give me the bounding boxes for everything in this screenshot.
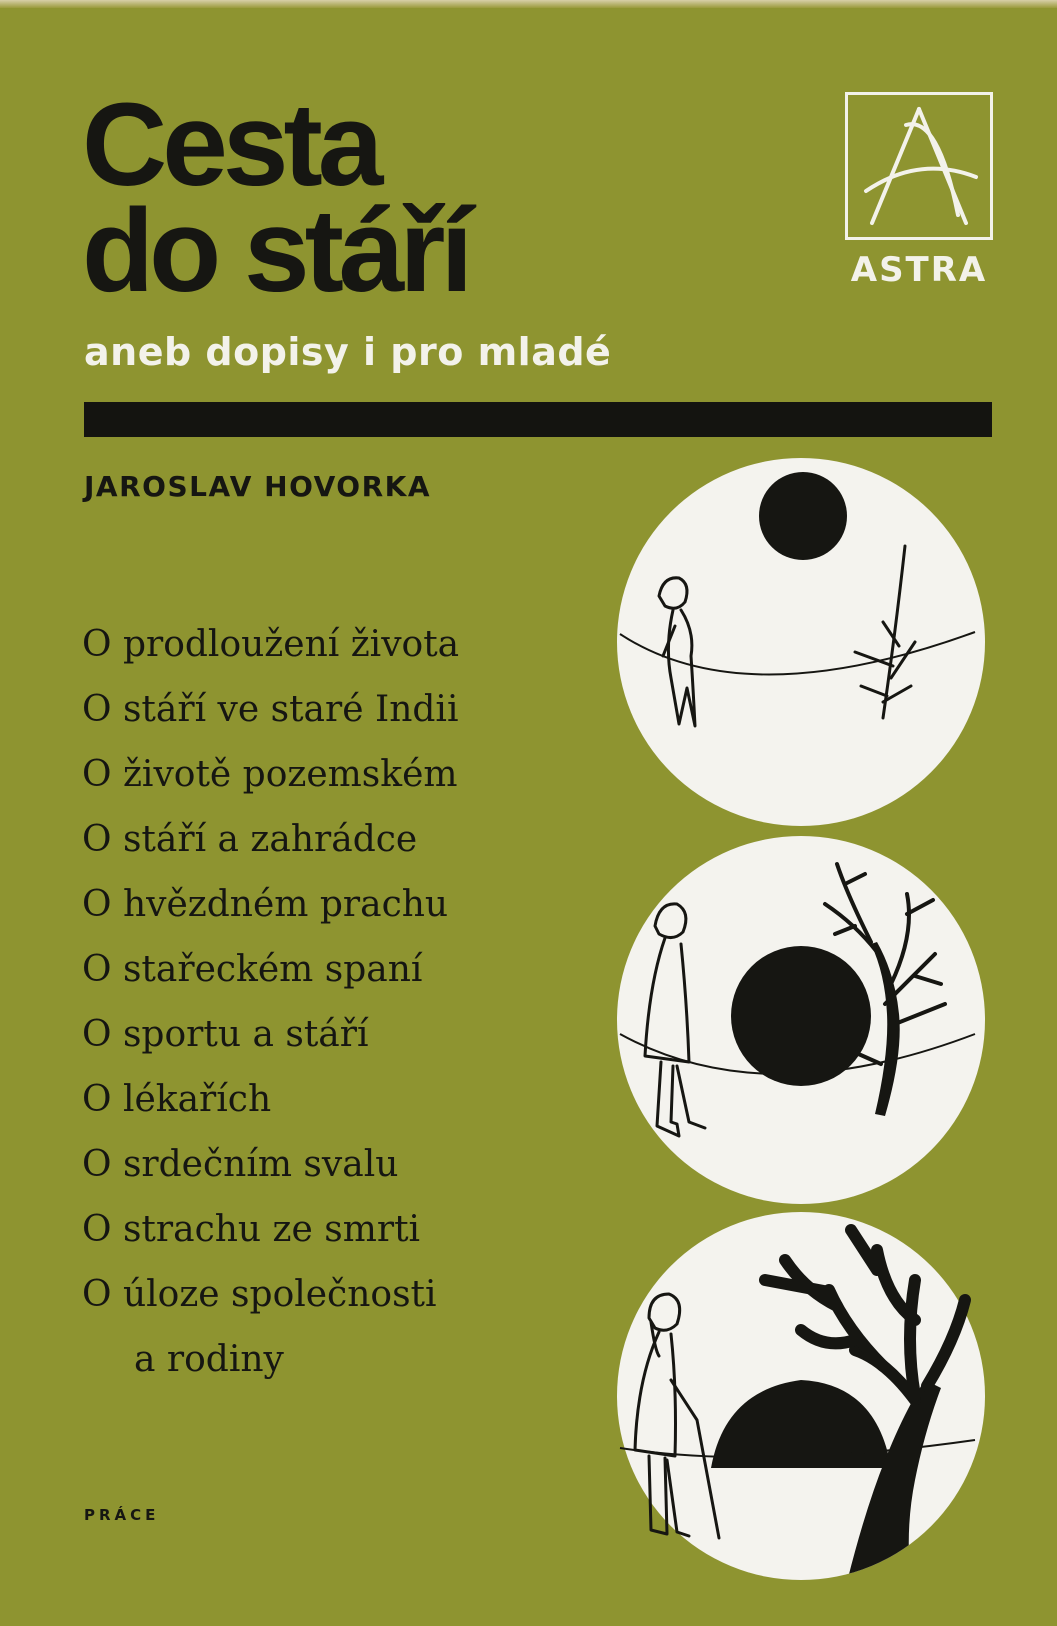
young-walker-illustration-icon (615, 456, 987, 828)
illustration-disc-midlife (615, 834, 987, 1206)
contents-item: O prodloužení života (82, 624, 460, 665)
contents-item: O strachu ze smrti (82, 1209, 421, 1250)
illustration-disc-oldage (615, 1210, 987, 1582)
middle-walker-illustration-icon (615, 834, 987, 1206)
contents-item: O sportu a stáří (82, 1014, 369, 1055)
press-imprint: PRÁCE (84, 1506, 160, 1524)
book-subtitle: aneb dopisy i pro mladé (84, 330, 612, 374)
contents-item: O hvězdném prachu (82, 884, 449, 925)
book-title-line-1: Cesta (82, 79, 379, 211)
divider-bar (84, 402, 992, 437)
contents-item: O stáří a zahrádce (82, 819, 418, 860)
contents-item: O stáří ve staré Indii (82, 689, 459, 730)
author-name: JAROSLAV HOVORKA (84, 470, 432, 503)
old-walker-illustration-icon (615, 1210, 987, 1582)
contents-item: O životě pozemském (82, 754, 458, 795)
publisher-logo-icon (845, 92, 993, 240)
publisher-logo-label: ASTRA (850, 250, 988, 290)
contents-item: O srdečním svalu (82, 1144, 399, 1185)
illustration-disc-youth (615, 456, 987, 828)
publisher-logo-mark (848, 95, 990, 237)
book-title-line-2: do stáří (82, 185, 469, 317)
contents-item-continuation: a rodiny (134, 1339, 284, 1380)
contents-item: O lékařích (82, 1079, 272, 1120)
book-title (82, 79, 469, 317)
contents-item: O stařeckém spaní (82, 949, 423, 990)
contents-item: O úloze společnosti (82, 1274, 437, 1315)
contents-list (82, 612, 459, 1392)
cover-top-edge (0, 0, 1057, 8)
